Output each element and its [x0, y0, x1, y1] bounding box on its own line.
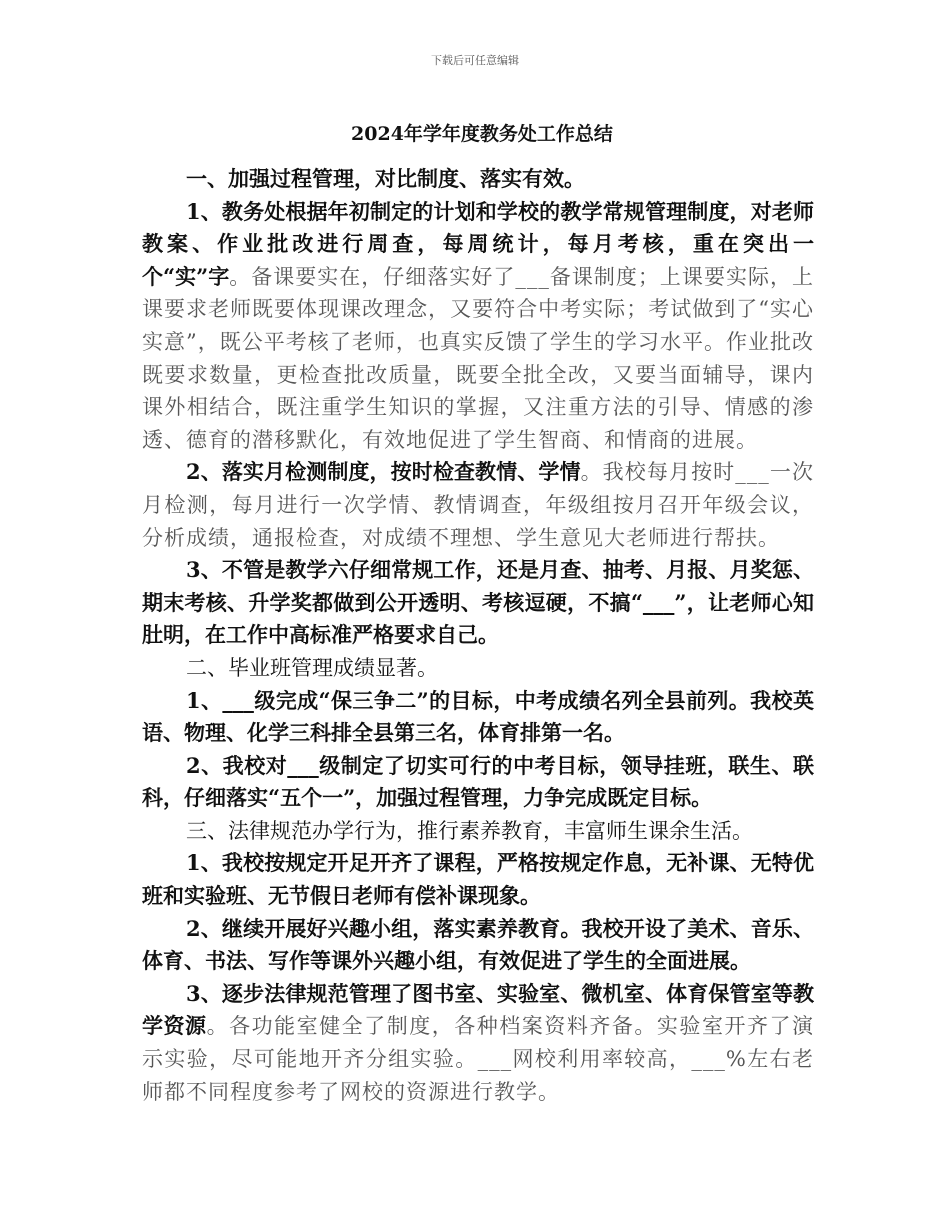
section-heading-2 — [142, 652, 814, 685]
paragraph — [142, 196, 814, 457]
section-heading-1 — [142, 163, 814, 196]
body-text: 。我校每月按时___一次月检测，每月进行一次学情、教情调查，年级组按月召开年级会议，分析成绩，通报检查，对成绩不理想、学生意见大老师进行帮扶。 — [142, 460, 814, 550]
paragraph — [142, 685, 814, 750]
bold-text: 3、逐步法律规范管理了图书室、实验室、微机室、体育保管室等教学资源 — [142, 980, 814, 1039]
section-heading-3 — [142, 815, 814, 848]
bold-text: 1、我校按规定开足开齐了课程，严格按规定作息，无补课、无特优班和实验班、无节假日老师有偿补课现象。 — [142, 850, 814, 909]
paragraph — [142, 456, 814, 554]
bold-text: 2、继续开展好兴趣小组，落实素养教育。我校开设了美术、音乐、体育、书法、写作等课外兴趣小组，有效促进了学生的全面进展。 — [142, 915, 814, 974]
body-text: 。各功能室健全了制度，各种档案资料齐备。实验室开齐了演示实验，尽可能地开齐分组实验。___网校利用率较高，___%左右老师都不同程度参考了网校的资源进行教学。 — [142, 1014, 815, 1104]
paragraph — [142, 847, 814, 912]
document-body — [142, 163, 814, 1108]
paragraph — [142, 554, 814, 652]
bold-text: 2、落实月检测制度，按时检查教情、学情 — [186, 459, 581, 485]
document-title: 2024年学年度教务处工作总结 — [351, 123, 613, 145]
paragraph — [142, 913, 814, 978]
heading-text: 一、加强过程管理，对比制度、落实有效。 — [186, 166, 585, 191]
bold-text: 2、我校对___级制定了切实可行的中考目标，领导挂班，联生、联科，仔细落实“五个一”，加强过程管理，力争完成既定目标。 — [142, 752, 814, 811]
bold-text: 3、不管是教学六仔细常规工作，还是月查、抽考、月报、月奖惩、期末考核、升学奖都做到公开透明、考核逗硬，不搞“___”，让老师心知肚明，在工作中高标准严格要求自己。 — [142, 557, 814, 648]
heading-text: 二、毕业班管理成绩显著。 — [186, 655, 438, 680]
page-header: 下载后可任意编辑 — [431, 54, 519, 67]
heading-text: 三、法律规范办学行为，推行素养教育，丰富师生课余生活。 — [186, 818, 753, 843]
paragraph — [142, 978, 814, 1108]
paragraph — [142, 750, 814, 815]
body-text: 。备课要实在，仔细落实好了___备课制度；上课要实际，上课要求老师既要体现课改理念，又要符合中考实际；考试做到了“实心实意”，既公平考核了老师，也真实反馈了学生的学习水平。作业批改既要求数量，更检查批改质量，既要全批全改，又要当面辅导，课内课外相结合，既注重学生知识的掌握，又注重方法的引导、情感的渗透、德育的潜移默化，有效地促进了学生智商、和情商的进展。 — [142, 264, 814, 452]
bold-text: 1、教务处根据年初制定的计划和学校的教学常规管理制度，对老师教案、作业批改进行周查，每周统计，每月考核，重在突出一个“实”字 — [142, 198, 814, 289]
bold-text: 1、___级完成“保三争二”的目标，中考成绩名列全县前列。我校英语、物理、化学三科排全县第三名，体育排第一名。 — [142, 687, 814, 746]
